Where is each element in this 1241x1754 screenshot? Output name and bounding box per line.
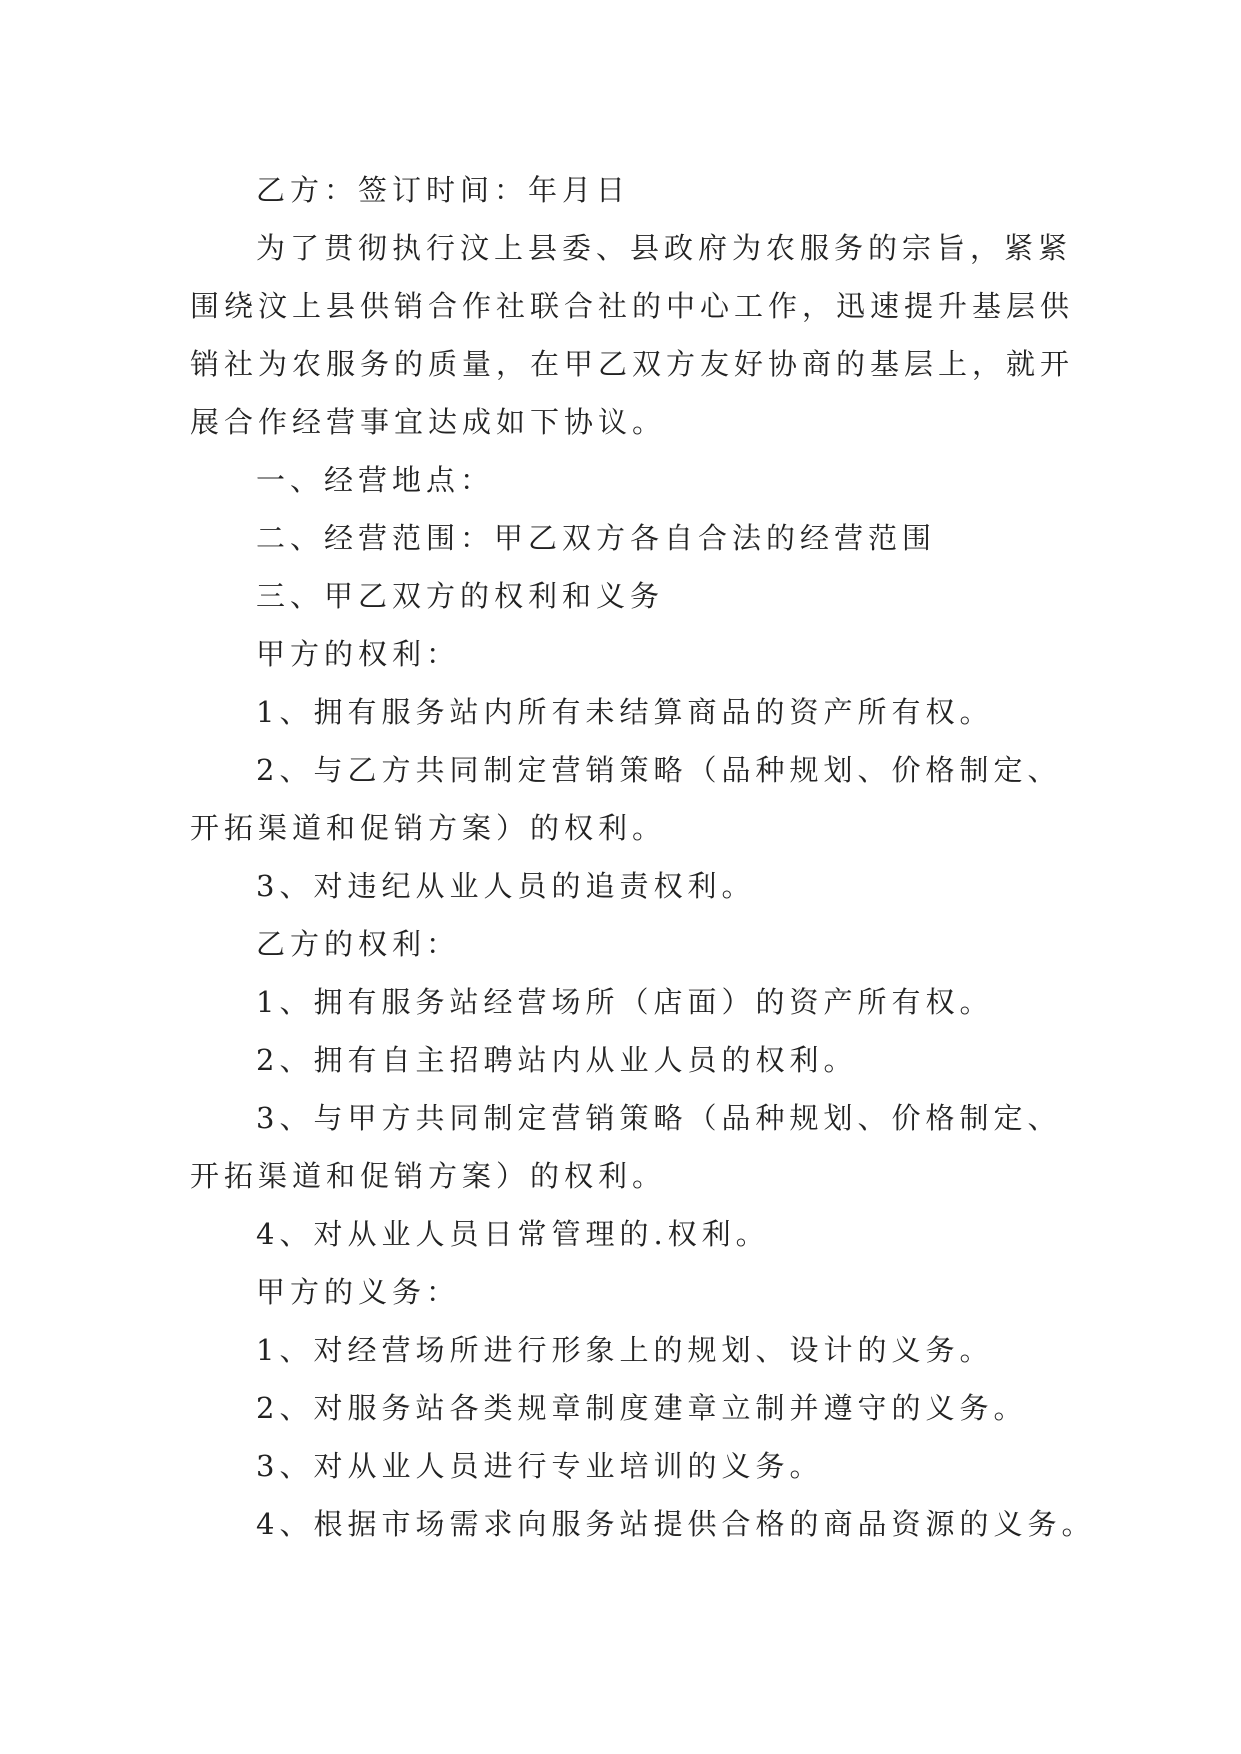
text-line: 销社为农服务的质量，在甲乙双方友好协商的基层上，就开 [190, 347, 1075, 381]
paragraph [190, 1263, 1070, 1321]
text-line: 4、根据市场需求向服务站提供合格的商品资源的义务。 [256, 1507, 1096, 1541]
text-line: 二、经营范围：甲乙双方各自合法的经营范围 [256, 521, 937, 555]
text-line: 乙方：签订时间：年月日 [256, 173, 631, 207]
text-line: 开拓渠道和促销方案）的权利。 [190, 1159, 667, 1193]
paragraph [190, 1437, 1070, 1495]
text-line: 1、拥有服务站内所有未结算商品的资产所有权。 [256, 695, 994, 729]
text-line: 3、与甲方共同制定营销策略（品种规划、价格制定、 [256, 1101, 1062, 1135]
paragraph [190, 741, 1070, 857]
paragraph [190, 1089, 1070, 1205]
paragraph [190, 451, 1070, 509]
paragraph [190, 1495, 1096, 1553]
paragraph [190, 161, 1070, 219]
paragraph [190, 1205, 1070, 1263]
text-line: 3、对从业人员进行专业培训的义务。 [256, 1449, 824, 1483]
paragraph [190, 1379, 1070, 1437]
paragraph [190, 625, 1070, 683]
paragraph [190, 857, 1070, 915]
paragraph [190, 1321, 1070, 1379]
text-line: 甲方的权利： [256, 637, 461, 671]
text-line: 甲方的义务： [256, 1275, 461, 1309]
text-line: 1、拥有服务站经营场所（店面）的资产所有权。 [256, 985, 994, 1019]
paragraph [190, 219, 1075, 451]
text-line: 围绕汶上县供销合作社联合社的中心工作，迅速提升基层供 [190, 289, 1075, 323]
paragraph [190, 683, 1070, 741]
text-line: 2、拥有自主招聘站内从业人员的权利。 [256, 1043, 858, 1077]
text-line: 乙方的权利： [256, 927, 461, 961]
paragraph [190, 567, 1070, 625]
text-line: 2、对服务站各类规章制度建章立制并遵守的义务。 [256, 1391, 1028, 1425]
text-line: 3、对违纪从业人员的追责权利。 [256, 869, 756, 903]
paragraph [190, 915, 1070, 973]
text-line: 为了贯彻执行汶上县委、县政府为农服务的宗旨，紧紧 [256, 231, 1073, 265]
text-line: 4、对从业人员日常管理的.权利。 [256, 1217, 770, 1251]
paragraph [190, 973, 1070, 1031]
paragraph [190, 1031, 1070, 1089]
document-body [190, 161, 1096, 1553]
text-line: 1、对经营场所进行形象上的规划、设计的义务。 [256, 1333, 994, 1367]
text-line: 2、与乙方共同制定营销策略（品种规划、价格制定、 [256, 753, 1062, 787]
text-line: 一、经营地点： [256, 463, 495, 497]
text-line: 开拓渠道和促销方案）的权利。 [190, 811, 667, 845]
text-line: 三、甲乙双方的权利和义务 [256, 579, 665, 613]
paragraph [190, 509, 1070, 567]
text-line: 展合作经营事宜达成如下协议。 [190, 405, 667, 439]
